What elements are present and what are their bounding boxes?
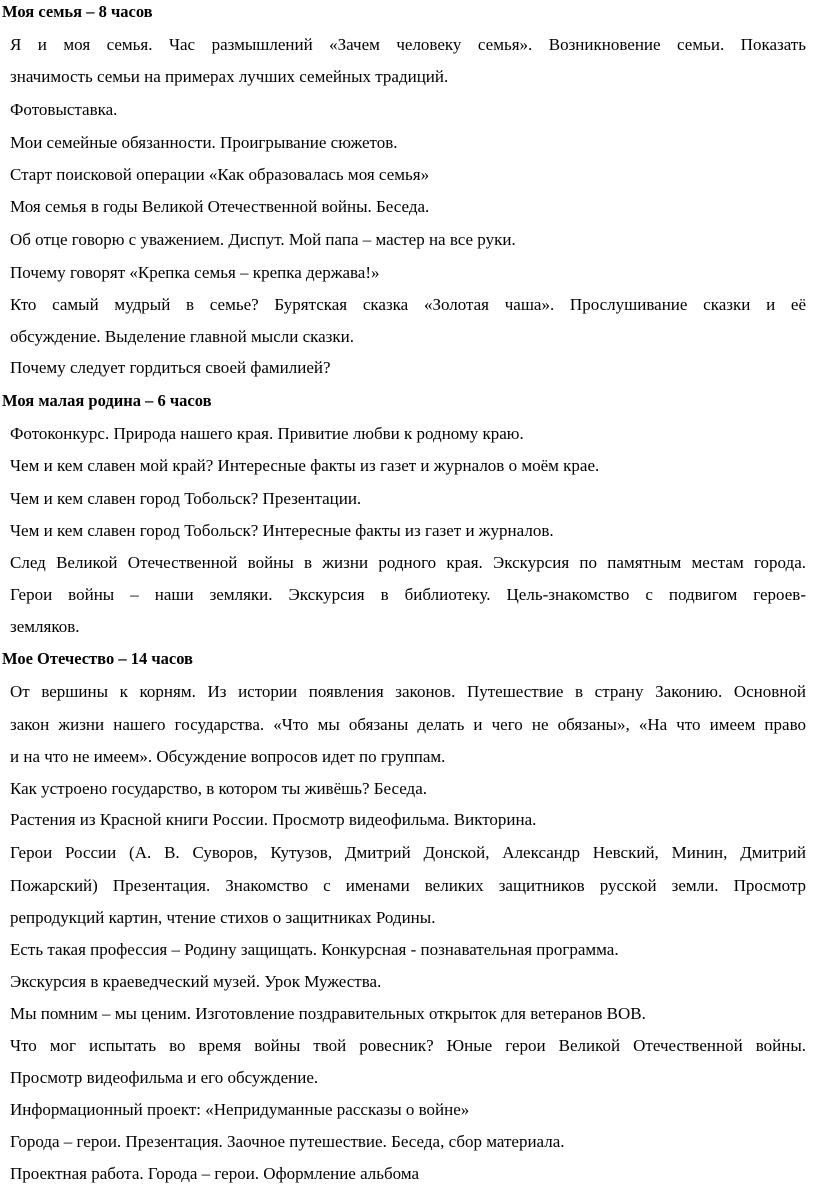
section-heading-my-family: Моя семья – 8 часов <box>2 2 153 21</box>
text-line: земляков. <box>10 617 80 636</box>
text-line: Информационный проект: «Непридуманные рассказы о войне» <box>10 1100 470 1119</box>
text-line: Просмотр видеофильма и его обсуждение. <box>10 1068 319 1087</box>
section-heading-small-homeland: Моя малая родина – 6 часов <box>2 391 212 410</box>
text-line: Проектная работа. Города – герои. Оформление альбома <box>10 1164 420 1183</box>
text-line: Герои войны – наши земляки. Экскурсия в библиотеку. Цель-знакомство с подвигом героев- <box>10 585 806 604</box>
text-line: Чем и кем славен город Тобольск? Интересные факты из газет и журналов. <box>10 521 554 540</box>
text-line: Герои России (А. В. Суворов, Кутузов, Дмитрий Донской, Александр Невский, Минин, Дмитрий <box>10 843 806 862</box>
text-line: Я и моя семья. Час размышлений «Зачем человеку семья». Возникновение семьи. Показать <box>10 35 806 54</box>
text-line: Как устроено государство, в котором ты живёшь? Беседа. <box>10 779 427 798</box>
text-line: Старт поисковой операции «Как образовалась моя семья» <box>10 165 430 184</box>
text-line: Пожарский) Презентация. Знакомство с именами великих защитников русской земли. Просмотр <box>10 876 806 895</box>
text-line: Кто самый мудрый в семье? Бурятская сказка «Золотая чаша». Прослушивание сказки и её <box>10 295 806 314</box>
section-heading-fatherland: Мое Отечество – 14 часов <box>2 649 193 668</box>
text-line: Об отце говорю с уважением. Диспут. Мой папа – мастер на все руки. <box>10 230 516 249</box>
text-line: и на что не имеем». Обсуждение вопросов идет по группам. <box>10 747 446 766</box>
text-line: обсуждение. Выделение главной мысли сказки. <box>10 327 354 346</box>
text-line: Почему говорят «Крепка семья – крепка держава!» <box>10 263 380 282</box>
text-line: Почему следует гордиться своей фамилией? <box>10 358 331 377</box>
text-line: значимость семьи на примерах лучших семейных традиций. <box>10 67 449 86</box>
text-line: Города – герои. Презентация. Заочное путешествие. Беседа, сбор материала. <box>10 1132 565 1151</box>
text-line: репродукций картин, чтение стихов о защитниках Родины. <box>10 908 436 927</box>
text-line: Моя семья в годы Великой Отечественной войны. Беседа. <box>10 197 430 216</box>
text-line: Чем и кем славен город Тобольск? Презентации. <box>10 489 362 508</box>
text-line: Что мог испытать во время войны твой ровесник? Юные герои Великой Отечественной войны. <box>10 1036 806 1055</box>
text-line: Экскурсия в краеведческий музей. Урок Мужества. <box>10 972 382 991</box>
text-line: Фотоконкурс. Природа нашего края. Привитие любви к родному краю. <box>10 424 524 443</box>
text-line: От вершины к корням. Из истории появления законов. Путешествие в страну Законию. Основной <box>10 682 806 701</box>
text-line: закон жизни нашего государства. «Что мы обязаны делать и чего не обязаны», «На что имеем право <box>10 715 806 734</box>
text-line: Фотовыставка. <box>10 100 118 119</box>
text-line: Мы помним – мы ценим. Изготовление поздравительных открыток для ветеранов ВОВ. <box>10 1004 646 1023</box>
text-line: Растения из Красной книги России. Просмотр видеофильма. Викторина. <box>10 810 537 829</box>
text-line: Мои семейные обязанности. Проигрывание сюжетов. <box>10 133 398 152</box>
text-line: Чем и кем славен мой край? Интересные факты из газет и журналов о моём крае. <box>10 456 600 475</box>
text-line: След Великой Отечественной войны в жизни родного края. Экскурсия по памятным местам города. <box>10 553 806 572</box>
text-line: Есть такая профессия – Родину защищать. Конкурсная - познавательная программа. <box>10 940 619 959</box>
